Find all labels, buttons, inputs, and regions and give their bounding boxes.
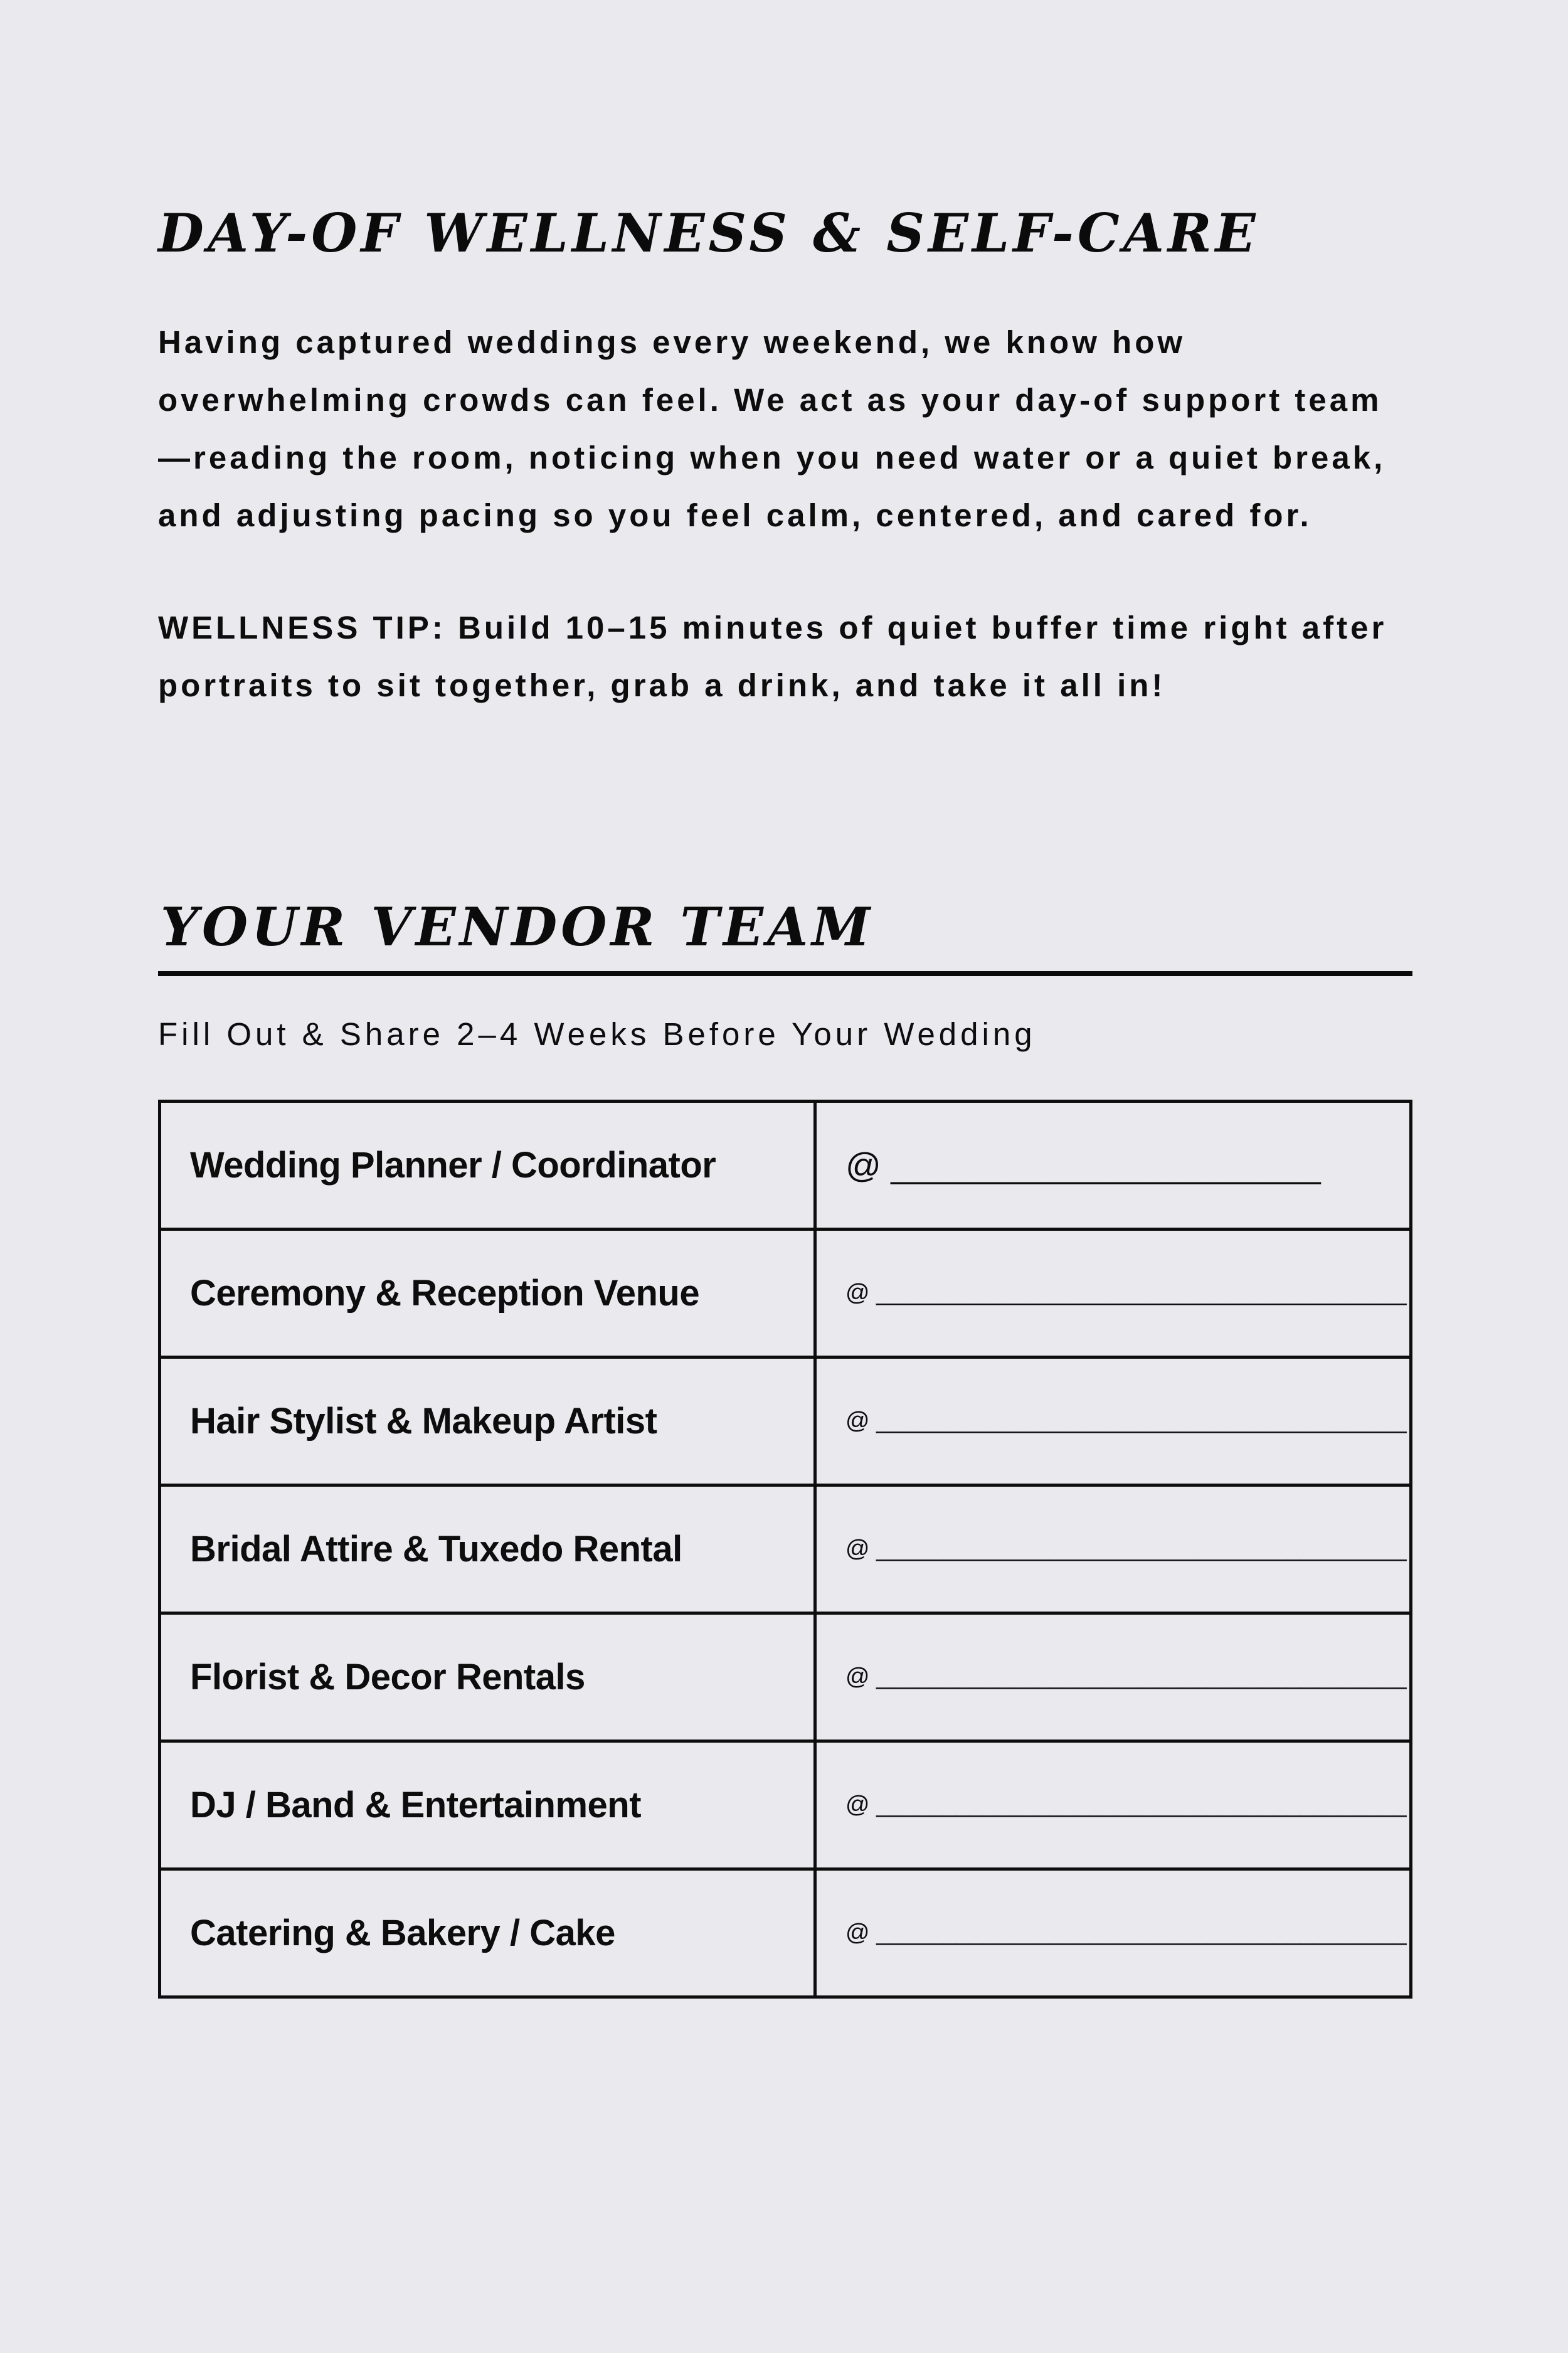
vendor-role: Hair Stylist & Makeup Artist <box>160 1357 815 1485</box>
table-row <box>160 1613 1411 1741</box>
vendor-role: Catering & Bakery / Cake <box>160 1869 815 1997</box>
wellness-line: overwhelming crowds can feel. We act as your day-of support team <box>158 382 1382 418</box>
vendor-contact-field[interactable]: @ ________________________________________ <box>815 1485 1411 1613</box>
wellness-line: and adjusting pacing so you feel calm, centered, and cared for. <box>158 497 1312 533</box>
wellness-paragraph <box>158 314 1412 544</box>
vendor-contact-field[interactable]: @ ________________________________________ <box>815 1869 1411 1997</box>
table-row <box>160 1485 1411 1613</box>
vendor-table <box>158 1100 1412 1999</box>
vendor-team-title: YOUR VENDOR TEAM <box>161 896 874 958</box>
vendor-contact-field[interactable]: @ ________________________________________ <box>815 1230 1411 1357</box>
vendor-role: Bridal Attire & Tuxedo Rental <box>160 1485 815 1613</box>
vendor-contact-field[interactable]: @ ________________________________________ <box>815 1613 1411 1741</box>
table-row <box>160 1230 1411 1357</box>
vendor-contact-field[interactable]: @ ________________________________________ <box>815 1741 1411 1869</box>
table-row <box>160 1102 1411 1230</box>
wellness-title: DAY-OF WELLNESS & SELF-CARE <box>158 202 1259 264</box>
wellness-line: Having captured weddings every weekend, we know how <box>158 324 1186 360</box>
tip-line: portraits to sit together, grab a drink, and take it all in! <box>158 667 1166 703</box>
table-row <box>160 1741 1411 1869</box>
vendor-role: Ceremony & Reception Venue <box>160 1230 815 1357</box>
vendor-contact-field[interactable]: @ ________________________________________ <box>815 1357 1411 1485</box>
vendor-subtitle: Fill Out & Share 2–4 Weeks Before Your Wedding <box>158 1016 1036 1052</box>
vendor-role: Florist & Decor Rentals <box>160 1613 815 1741</box>
vendor-role: DJ / Band & Entertainment <box>160 1741 815 1869</box>
title-divider <box>158 971 1412 976</box>
vendor-role: Wedding Planner / Coordinator <box>160 1102 815 1230</box>
tip-line: WELLNESS TIP: Build 10–15 minutes of quiet buffer time right after <box>158 610 1387 645</box>
wellness-tip <box>158 599 1412 714</box>
table-row <box>160 1869 1411 1997</box>
vendor-contact-field[interactable]: @ ______________________ <box>815 1102 1411 1230</box>
table-row <box>160 1357 1411 1485</box>
wellness-line: —reading the room, noticing when you need water or a quiet break, <box>158 440 1386 475</box>
